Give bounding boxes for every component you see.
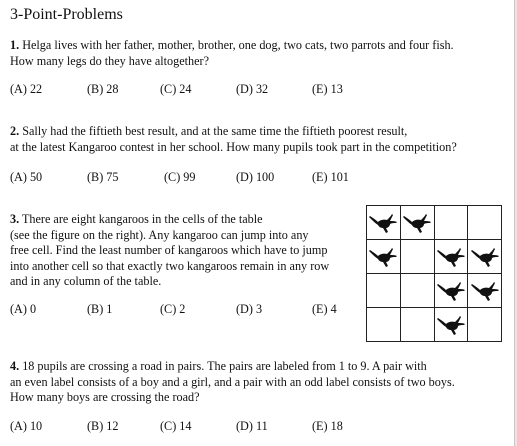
grid-cell bbox=[400, 308, 434, 342]
grid-cell bbox=[367, 308, 401, 342]
question-1-line-1: 1. Helga lives with her father, mother, brother, one dog, two cats, two parrots and four fish. bbox=[10, 38, 454, 52]
question-3-line-2: (see the figure on the right). Any kangaroo can jump into any bbox=[10, 227, 309, 242]
question-2-line-2: at the latest Kangaroo contest in her school. How many pupils took part in the competition? bbox=[10, 139, 457, 154]
kangaroo-icon bbox=[435, 246, 468, 268]
question-4-option-d: (D) 11 bbox=[236, 419, 268, 433]
question-4-option-b: (B) 12 bbox=[87, 419, 119, 433]
question-2-option-a: (A) 50 bbox=[10, 170, 43, 184]
question-1-text bbox=[10, 38, 454, 69]
grid-cell bbox=[434, 240, 468, 274]
grid-row bbox=[367, 206, 502, 240]
grid-row bbox=[367, 308, 502, 342]
question-2-option-d: (D) 100 bbox=[236, 170, 275, 184]
question-1-option-e: (E) 13 bbox=[312, 82, 343, 96]
kangaroo-icon bbox=[435, 314, 468, 336]
question-2-option-b: (B) 75 bbox=[87, 170, 119, 184]
question-4-option-c: (C) 14 bbox=[160, 419, 192, 433]
grid-row bbox=[367, 240, 502, 274]
question-2-option-e: (E) 101 bbox=[312, 170, 349, 184]
question-3-option-d: (D) 3 bbox=[236, 302, 263, 316]
grid-cell bbox=[468, 240, 502, 274]
question-4-line-3: How many boys are crossing the road? bbox=[10, 390, 200, 404]
question-3-line-1: 3. There are eight kangaroos in the cells of the table bbox=[10, 212, 263, 226]
question-2-number: 2. bbox=[10, 124, 20, 138]
grid-cell bbox=[468, 308, 502, 342]
grid-row bbox=[367, 274, 502, 308]
question-1-option-d: (D) 32 bbox=[236, 82, 269, 96]
grid-cell bbox=[434, 274, 468, 308]
question-3-line-3: free cell. Find the least number of kangaroos which have to jump bbox=[10, 243, 328, 257]
question-1-line-2: How many legs do they have altogether? bbox=[10, 53, 209, 68]
question-1-option-c: (C) 24 bbox=[160, 82, 192, 96]
kangaroo-icon bbox=[468, 280, 501, 302]
grid-cell bbox=[434, 206, 468, 240]
question-3-text bbox=[10, 212, 329, 290]
grid-cell bbox=[434, 308, 468, 342]
kangaroo-grid bbox=[366, 205, 502, 342]
kangaroo-icon bbox=[468, 246, 501, 268]
grid-cell bbox=[367, 274, 401, 308]
question-3-option-a: (A) 0 bbox=[10, 302, 37, 316]
grid-cell bbox=[400, 240, 434, 274]
question-2-option-c: (C) 99 bbox=[164, 170, 196, 184]
question-3-number: 3. bbox=[10, 212, 20, 226]
question-4-text bbox=[10, 359, 455, 406]
kangaroo-icon bbox=[367, 246, 400, 268]
question-4-option-a: (A) 10 bbox=[10, 419, 43, 433]
question-4-line-1: 4. 18 pupils are crossing a road in pairs. The pairs are labeled from 1 to 9. A pair with bbox=[10, 359, 427, 373]
grid-cell bbox=[400, 274, 434, 308]
grid-cell bbox=[468, 274, 502, 308]
question-3-option-c: (C) 2 bbox=[160, 302, 186, 316]
question-4-number: 4. bbox=[10, 359, 20, 373]
kangaroo-icon bbox=[367, 212, 400, 234]
grid-cell bbox=[367, 240, 401, 274]
question-3-line-5: and in any column of the table. bbox=[10, 274, 162, 288]
question-2-line-1: 2. Sally had the fiftieth best result, and at the same time the fiftieth poorest result, bbox=[10, 124, 408, 138]
question-3-option-b: (B) 1 bbox=[87, 302, 113, 316]
question-4-line-2: an even label consists of a boy and a girl, and a pair with an odd label consists of two boys. bbox=[10, 374, 455, 389]
question-1-number: 1. bbox=[10, 38, 20, 52]
question-1-option-a: (A) 22 bbox=[10, 82, 43, 96]
question-3-option-e: (E) 4 bbox=[312, 302, 337, 316]
grid-cell bbox=[367, 206, 401, 240]
question-1-option-b: (B) 28 bbox=[87, 82, 119, 96]
section-heading: 3-Point-Problems bbox=[10, 6, 123, 23]
kangaroo-icon bbox=[435, 280, 468, 302]
question-4-option-e: (E) 18 bbox=[312, 419, 343, 433]
grid-cell bbox=[468, 206, 502, 240]
grid-cell bbox=[400, 206, 434, 240]
question-2-text bbox=[10, 124, 457, 155]
question-3-line-4: into another cell so that exactly two kangaroos remain in any row bbox=[10, 258, 330, 273]
kangaroo-icon bbox=[401, 212, 434, 234]
